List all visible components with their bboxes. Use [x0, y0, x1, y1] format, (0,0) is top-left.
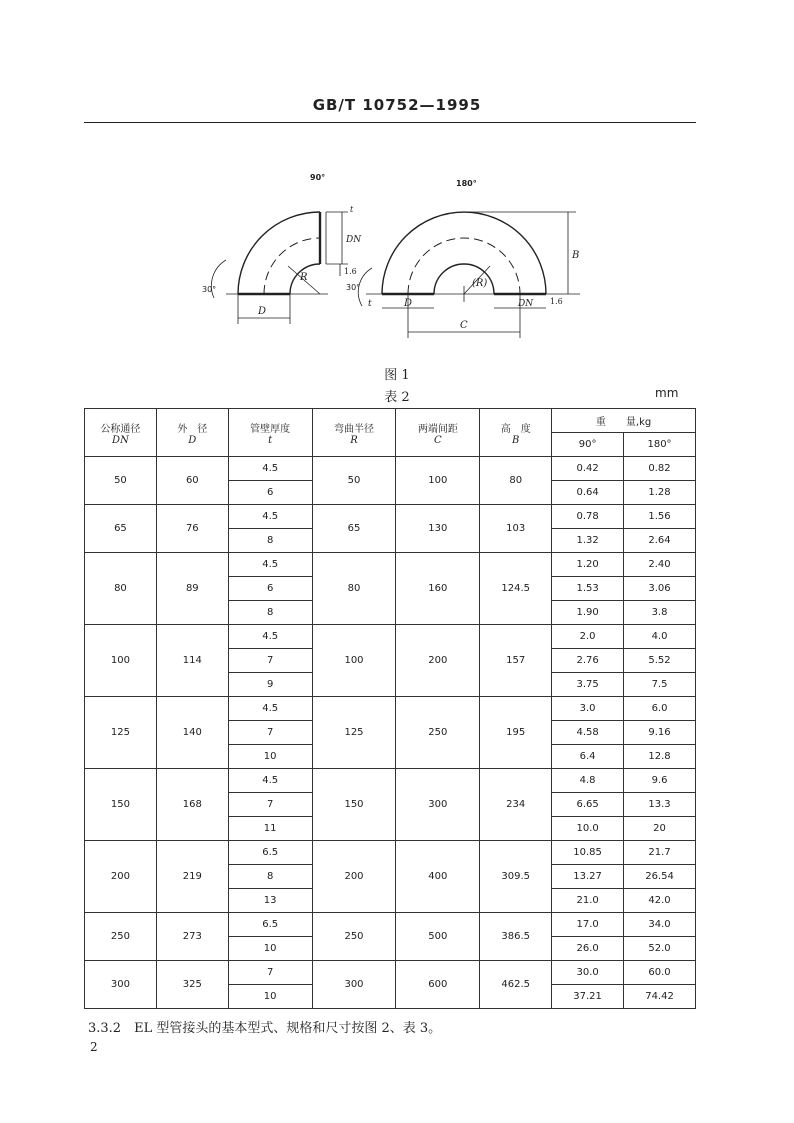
cell-weight-90: 3.75 — [552, 673, 624, 697]
cell-weight-90: 17.0 — [552, 913, 624, 937]
table-row — [85, 769, 696, 793]
cell-thickness: 8 — [228, 529, 312, 553]
elbow-180-c-label: C — [460, 320, 468, 331]
cell-spacing: 200 — [396, 625, 480, 697]
header-weight: 重 量,kg — [552, 409, 696, 433]
header-t-sym: t — [268, 434, 273, 446]
cell-weight-90: 37.21 — [552, 985, 624, 1009]
cell-od: 140 — [156, 697, 228, 769]
cell-weight-180: 6.0 — [624, 697, 696, 721]
cell-radius: 150 — [312, 769, 396, 841]
elbow-180-outer-arc — [382, 212, 546, 294]
cell-spacing: 250 — [396, 697, 480, 769]
cell-thickness: 4.5 — [228, 769, 312, 793]
elbow-180-dn-label: DN — [518, 299, 534, 309]
elbow-180-angle-label: 180° — [456, 179, 477, 188]
header-c-name: 两端间距 — [417, 423, 458, 435]
cell-thickness: 6.5 — [228, 913, 312, 937]
cell-dn: 300 — [85, 961, 157, 1009]
table-row — [85, 697, 696, 721]
header-rule — [84, 122, 696, 123]
elbow-90-30-label: 30° — [202, 285, 217, 294]
cell-spacing: 600 — [396, 961, 480, 1009]
header-t — [228, 409, 312, 457]
header-od-sym: D — [188, 434, 197, 446]
elbow-90-outer-arc — [238, 212, 320, 294]
cell-weight-180: 0.82 — [624, 457, 696, 481]
cell-spacing: 400 — [396, 841, 480, 913]
elbow-90-centerline — [264, 238, 320, 294]
table-row — [85, 913, 696, 937]
cell-radius: 200 — [312, 841, 396, 913]
cell-thickness: 8 — [228, 601, 312, 625]
cell-od: 89 — [156, 553, 228, 625]
cell-thickness: 4.5 — [228, 505, 312, 529]
cell-weight-180: 21.7 — [624, 841, 696, 865]
cell-weight-90: 0.78 — [552, 505, 624, 529]
cell-weight-180: 2.64 — [624, 529, 696, 553]
elbow-180-centerline — [408, 238, 520, 294]
cell-thickness: 6 — [228, 577, 312, 601]
table-row — [85, 553, 696, 577]
header-dn-name: 公称通径 — [100, 423, 141, 435]
cell-height: 234 — [480, 769, 552, 841]
header-weight-180: 180° — [624, 433, 696, 457]
header-dn-sym: DN — [112, 434, 129, 446]
cell-weight-90: 1.20 — [552, 553, 624, 577]
cell-thickness: 11 — [228, 817, 312, 841]
cell-thickness: 13 — [228, 889, 312, 913]
elbow-90-t-label: t — [350, 205, 354, 214]
header-od-name: 外 径 — [177, 423, 208, 435]
header-od — [156, 409, 228, 457]
cell-thickness: 7 — [228, 961, 312, 985]
cell-height: 309.5 — [480, 841, 552, 913]
cell-weight-180: 52.0 — [624, 937, 696, 961]
cell-thickness: 4.5 — [228, 625, 312, 649]
cell-weight-90: 26.0 — [552, 937, 624, 961]
cell-weight-90: 30.0 — [552, 961, 624, 985]
cell-thickness: 7 — [228, 649, 312, 673]
cell-dn: 80 — [85, 553, 157, 625]
header-weight-90: 90° — [552, 433, 624, 457]
header-r — [312, 409, 396, 457]
cell-weight-90: 0.42 — [552, 457, 624, 481]
cell-weight-180: 74.42 — [624, 985, 696, 1009]
cell-thickness: 4.5 — [228, 697, 312, 721]
cell-weight-180: 9.6 — [624, 769, 696, 793]
cell-height: 386.5 — [480, 913, 552, 961]
header-b-name: 高 度 — [500, 423, 531, 435]
cell-radius: 250 — [312, 913, 396, 961]
cell-spacing: 500 — [396, 913, 480, 961]
cell-thickness: 6.5 — [228, 841, 312, 865]
header-b — [480, 409, 552, 457]
cell-height: 195 — [480, 697, 552, 769]
cell-dn: 65 — [85, 505, 157, 553]
table-row — [85, 457, 696, 481]
cell-thickness: 7 — [228, 793, 312, 817]
cell-dn: 150 — [85, 769, 157, 841]
cell-thickness: 4.5 — [228, 457, 312, 481]
cell-weight-180: 1.56 — [624, 505, 696, 529]
elbow-90-angle-label: 90° — [310, 173, 326, 182]
cell-weight-180: 60.0 — [624, 961, 696, 985]
cell-weight-180: 13.3 — [624, 793, 696, 817]
table-caption: 表 2 — [384, 390, 410, 405]
cell-spacing: 160 — [396, 553, 480, 625]
header-dn — [85, 409, 157, 457]
cell-weight-90: 13.27 — [552, 865, 624, 889]
header-t-name: 管壁厚度 — [250, 423, 291, 435]
cell-radius: 80 — [312, 553, 396, 625]
cell-dn: 125 — [85, 697, 157, 769]
table-unit: mm — [655, 386, 679, 400]
header-c-sym: C — [434, 434, 442, 446]
cell-weight-90: 6.65 — [552, 793, 624, 817]
cell-od: 325 — [156, 961, 228, 1009]
cell-weight-180: 2.40 — [624, 553, 696, 577]
table-row — [85, 961, 696, 985]
cell-radius: 50 — [312, 457, 396, 505]
cell-thickness: 4.5 — [228, 553, 312, 577]
cell-thickness: 10 — [228, 937, 312, 961]
cell-spacing: 130 — [396, 505, 480, 553]
cell-weight-180: 5.52 — [624, 649, 696, 673]
elbow-180-16-label: 1.6 — [550, 297, 563, 306]
elbow-180-d-label: D — [404, 298, 413, 309]
cell-thickness: 10 — [228, 985, 312, 1009]
elbow-180-t-label: t — [368, 299, 372, 309]
cell-height: 462.5 — [480, 961, 552, 1009]
cell-weight-180: 4.0 — [624, 625, 696, 649]
cell-weight-180: 12.8 — [624, 745, 696, 769]
cell-weight-90: 1.90 — [552, 601, 624, 625]
cell-height: 80 — [480, 457, 552, 505]
cell-dn: 200 — [85, 841, 157, 913]
cell-weight-180: 7.5 — [624, 673, 696, 697]
cell-weight-180: 9.16 — [624, 721, 696, 745]
cell-weight-90: 1.32 — [552, 529, 624, 553]
cell-thickness: 8 — [228, 865, 312, 889]
cell-radius: 100 — [312, 625, 396, 697]
table-row — [85, 625, 696, 649]
cell-weight-90: 2.0 — [552, 625, 624, 649]
header-r-name: 弯曲半径 — [334, 423, 374, 435]
elbow-90-dn-label: DN — [346, 235, 362, 245]
section-note: 3.3.2 EL 型管接头的基本型式、规格和尺寸按图 2、表 3。 — [88, 1021, 442, 1036]
cell-radius: 65 — [312, 505, 396, 553]
cell-dn: 250 — [85, 913, 157, 961]
cell-weight-90: 2.76 — [552, 649, 624, 673]
cell-weight-180: 20 — [624, 817, 696, 841]
cell-od: 114 — [156, 625, 228, 697]
cell-weight-180: 26.54 — [624, 865, 696, 889]
figure-caption: 图 1 — [384, 368, 410, 383]
cell-dn: 50 — [85, 457, 157, 505]
cell-od: 168 — [156, 769, 228, 841]
cell-height: 157 — [480, 625, 552, 697]
cell-thickness: 9 — [228, 673, 312, 697]
cell-weight-90: 1.53 — [552, 577, 624, 601]
cell-height: 103 — [480, 505, 552, 553]
elbow-90-16-label: 1.6 — [344, 267, 357, 276]
cell-weight-90: 21.0 — [552, 889, 624, 913]
header-b-sym: B — [512, 434, 520, 446]
document-header: GB/T 10752—1995 — [312, 96, 482, 114]
cell-weight-180: 1.28 — [624, 481, 696, 505]
cell-spacing: 100 — [396, 457, 480, 505]
dimension-table — [84, 408, 696, 1009]
cell-weight-90: 6.4 — [552, 745, 624, 769]
cell-od: 273 — [156, 913, 228, 961]
cell-weight-180: 42.0 — [624, 889, 696, 913]
cell-weight-90: 3.0 — [552, 697, 624, 721]
table-row — [85, 841, 696, 865]
elbow-90-r-label: R — [300, 272, 308, 283]
header-r-sym: R — [350, 434, 358, 446]
cell-od: 76 — [156, 505, 228, 553]
cell-thickness: 10 — [228, 745, 312, 769]
elbow-90-d-label: D — [258, 306, 267, 317]
header-c — [396, 409, 480, 457]
cell-height: 124.5 — [480, 553, 552, 625]
cell-dn: 100 — [85, 625, 157, 697]
elbow-180-b-label: B — [572, 250, 580, 261]
cell-thickness: 7 — [228, 721, 312, 745]
table-row — [85, 505, 696, 529]
cell-weight-180: 3.8 — [624, 601, 696, 625]
cell-weight-180: 3.06 — [624, 577, 696, 601]
page-number: 2 — [90, 1040, 98, 1054]
elbow-drawing — [190, 168, 610, 348]
cell-weight-90: 0.64 — [552, 481, 624, 505]
cell-thickness: 6 — [228, 481, 312, 505]
elbow-180-r-label: (R) — [472, 278, 488, 289]
cell-radius: 125 — [312, 697, 396, 769]
cell-weight-90: 10.85 — [552, 841, 624, 865]
cell-weight-180: 34.0 — [624, 913, 696, 937]
cell-weight-90: 4.58 — [552, 721, 624, 745]
cell-weight-90: 10.0 — [552, 817, 624, 841]
cell-od: 219 — [156, 841, 228, 913]
cell-spacing: 300 — [396, 769, 480, 841]
cell-od: 60 — [156, 457, 228, 505]
table-body — [85, 457, 696, 1009]
cell-weight-90: 4.8 — [552, 769, 624, 793]
cell-radius: 300 — [312, 961, 396, 1009]
elbow-180-30-label: 30° — [346, 283, 361, 292]
